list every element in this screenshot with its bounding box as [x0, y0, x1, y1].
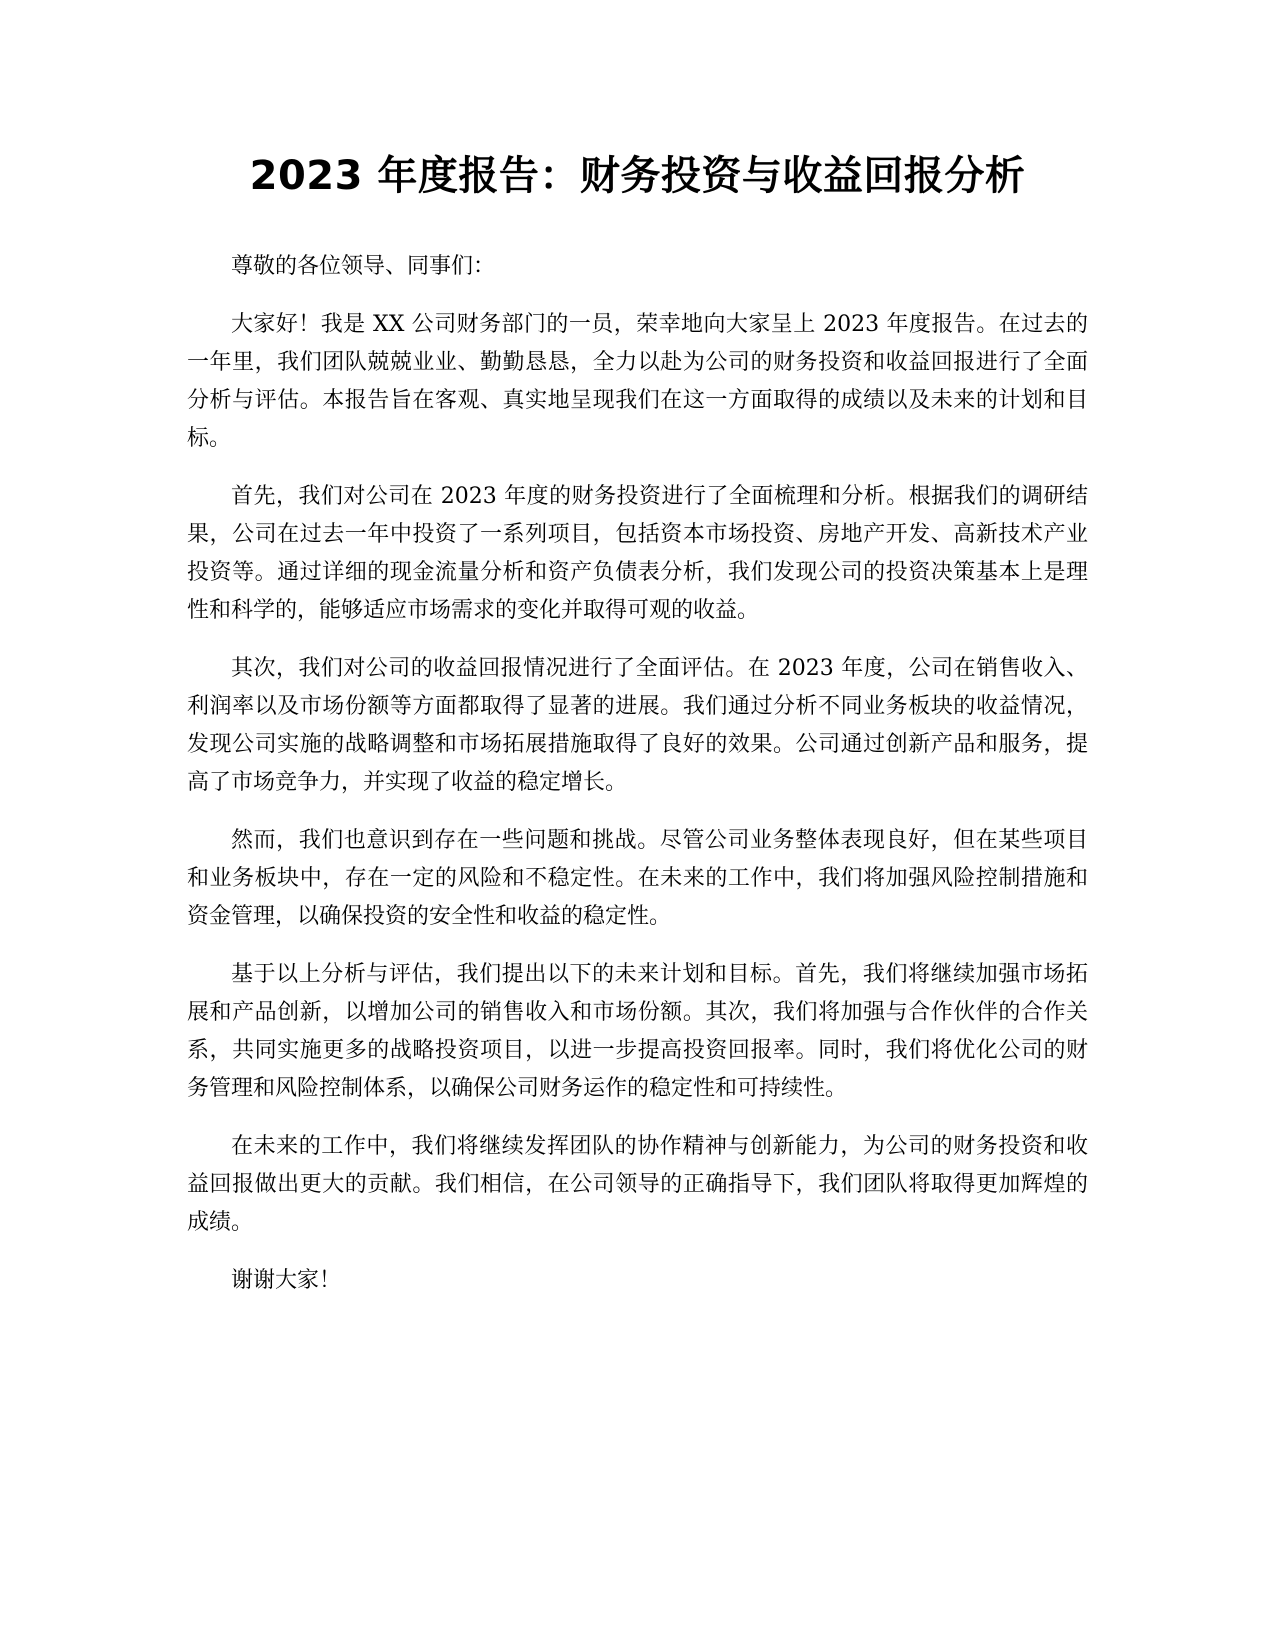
paragraph-intro: 大家好！我是 XX 公司财务部门的一员，荣幸地向大家呈上 2023 年度报告。在过去的一年里，我们团队兢兢业业、勤勤恳恳，全力以赴为公司的财务投资和收益回报进行了全面分析与评估。本报告旨在客观、真实地呈现我们在这一方面取得的成绩以及未来的计划和目标。 [187, 312, 1088, 451]
paragraph-investment: 首先，我们对公司在 2023 年度的财务投资进行了全面梳理和分析。根据我们的调研结果，公司在过去一年中投资了一系列项目，包括资本市场投资、房地产开发、高新技术产业投资等。通过详细的现金流量分析和资产负债表分析，我们发现公司的投资决策基本上是理性和科学的，能够适应市场需求的变化并取得可观的收益。 [187, 484, 1088, 623]
document-title: 2023 年度报告：财务投资与收益回报分析 [249, 153, 1026, 199]
document-body [187, 248, 1088, 1300]
paragraph-returns: 其次，我们对公司的收益回报情况进行了全面评估。在 2023 年度，公司在销售收入、利润率以及市场份额等方面都取得了显著的进展。我们通过分析不同业务板块的收益情况，发现公司实施的战略调整和市场拓展措施取得了良好的效果。公司通过创新产品和服务，提高了市场竞争力，并实现了收益的稳定增长。 [187, 656, 1088, 795]
paragraph-thanks: 谢谢大家！ [231, 1268, 342, 1293]
paragraph-plans: 基于以上分析与评估，我们提出以下的未来计划和目标。首先，我们将继续加强市场拓展和产品创新，以增加公司的销售收入和市场份额。其次，我们将加强与合作伙伴的合作关系，共同实施更多的战略投资项目，以进一步提高投资回报率。同时，我们将优化公司的财务管理和风险控制体系，以确保公司财务运作的稳定性和可持续性。 [187, 962, 1088, 1101]
salutation: 尊敬的各位领导、同事们： [231, 254, 496, 279]
paragraph-challenges: 然而，我们也意识到存在一些问题和挑战。尽管公司业务整体表现良好，但在某些项目和业务板块中，存在一定的风险和不稳定性。在未来的工作中，我们将加强风险控制措施和资金管理，以确保投资的安全性和收益的稳定性。 [187, 828, 1088, 929]
paragraph-outlook: 在未来的工作中，我们将继续发挥团队的协作精神与创新能力，为公司的财务投资和收益回报做出更大的贡献。我们相信，在公司领导的正确指导下，我们团队将取得更加辉煌的成绩。 [187, 1134, 1088, 1235]
